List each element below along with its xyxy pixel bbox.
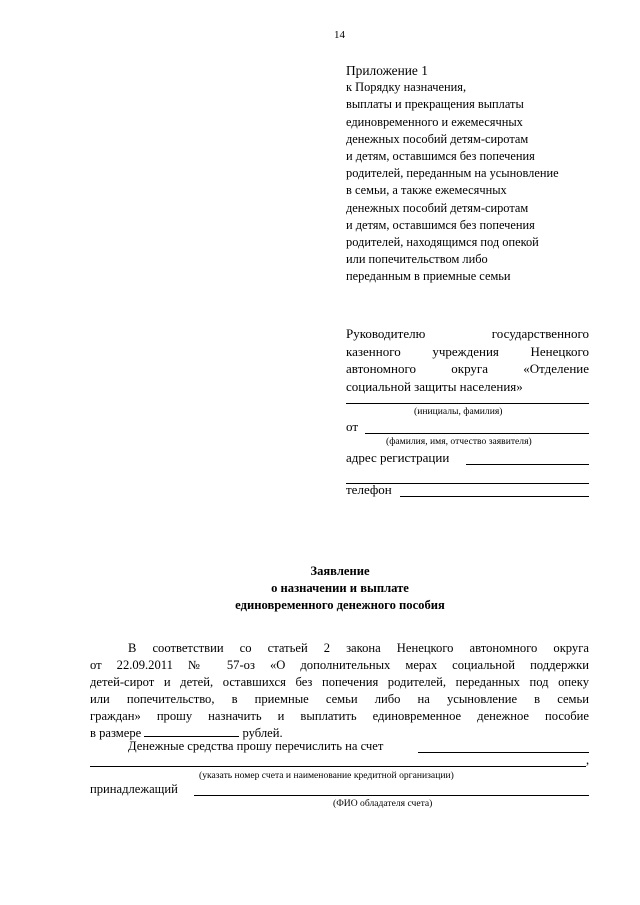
account-caption: (указать номер счета и наименование кредитной организации)	[199, 770, 454, 781]
addressee-line: казенного учреждения Ненецкого	[346, 343, 589, 359]
document-heading	[90, 563, 590, 614]
appendix-line: выплаты и прекращения выплаты	[346, 97, 524, 112]
addressee-line: автономного округа «Отделение	[346, 361, 589, 376]
heading-line: единовременного денежного пособия	[235, 598, 445, 612]
from-label: от	[346, 419, 359, 434]
comma: ,	[586, 753, 590, 767]
applicant-field-line[interactable]	[365, 420, 589, 434]
appendix-line: денежных пособий детям-сиротам	[346, 131, 529, 146]
body-line: детей-сирот и детей, оставшихся без попечения родителей, переданных под опеку	[90, 675, 589, 689]
appendix-line: и детям, оставшимся без попечения	[346, 217, 535, 232]
addressee-block	[346, 325, 589, 395]
addressee-line: Руководителю государственного	[346, 326, 589, 341]
appendix-title: Приложение 1	[346, 63, 428, 78]
appendix-line: или попечительством либо	[346, 252, 488, 267]
appendix-line: в семьи, а также ежемесячных	[346, 183, 507, 198]
account-field-line[interactable]	[418, 740, 589, 753]
body-line: или попечительство, в приемные семьи либо на усыновление в семьи	[90, 692, 589, 706]
owner-field-line[interactable]	[194, 783, 589, 796]
address-field-line[interactable]	[466, 451, 589, 465]
transfer-label: Денежные средства прошу перечислить на счет	[128, 739, 384, 753]
applicant-caption: (фамилия, имя, отчество заявителя)	[386, 436, 532, 447]
body-line: от 22.09.2011 № 57-оз «О дополнительных мерах социальной поддержки	[90, 658, 589, 672]
amount-suffix: рублей.	[242, 726, 283, 740]
initials-field-line[interactable]	[346, 393, 589, 404]
account-field-line-2[interactable]	[90, 754, 586, 767]
address-label: адрес регистрации	[346, 450, 450, 465]
appendix-line: родителей, переданным на усыновление	[346, 166, 559, 181]
addressee-line: социальной защиты населения»	[346, 378, 523, 394]
initials-caption: (инициалы, фамилия)	[414, 406, 503, 417]
heading-line: Заявление	[310, 564, 370, 578]
appendix-line: денежных пособий детям-сиротам	[346, 200, 529, 215]
phone-field-line[interactable]	[400, 483, 589, 497]
appendix-block	[346, 62, 596, 286]
appendix-line: и детям, оставшимся без попечения	[346, 149, 535, 164]
appendix-line: родителей, находящимся под опекой	[346, 235, 539, 250]
appendix-line: к Порядку назначения,	[346, 80, 467, 95]
appendix-line: переданным в приемные семьи	[346, 269, 511, 284]
statement-body	[90, 640, 589, 742]
phone-label: телефон	[346, 482, 392, 497]
body-line: В соответствии со статьей 2 закона Ненецкого автономного округа	[128, 641, 589, 655]
owner-label: принадлежащий	[90, 782, 178, 796]
body-line: граждан» прошу назначить и выплатить единовременное денежное пособие	[90, 709, 589, 723]
page-number: 14	[334, 29, 345, 41]
heading-line: о назначении и выплате	[271, 581, 409, 595]
amount-prefix: в размере	[90, 726, 142, 740]
owner-caption: (ФИО обладателя счета)	[333, 798, 433, 809]
amount-field[interactable]	[144, 725, 239, 737]
appendix-line: единовременного и ежемесячных	[346, 114, 523, 129]
